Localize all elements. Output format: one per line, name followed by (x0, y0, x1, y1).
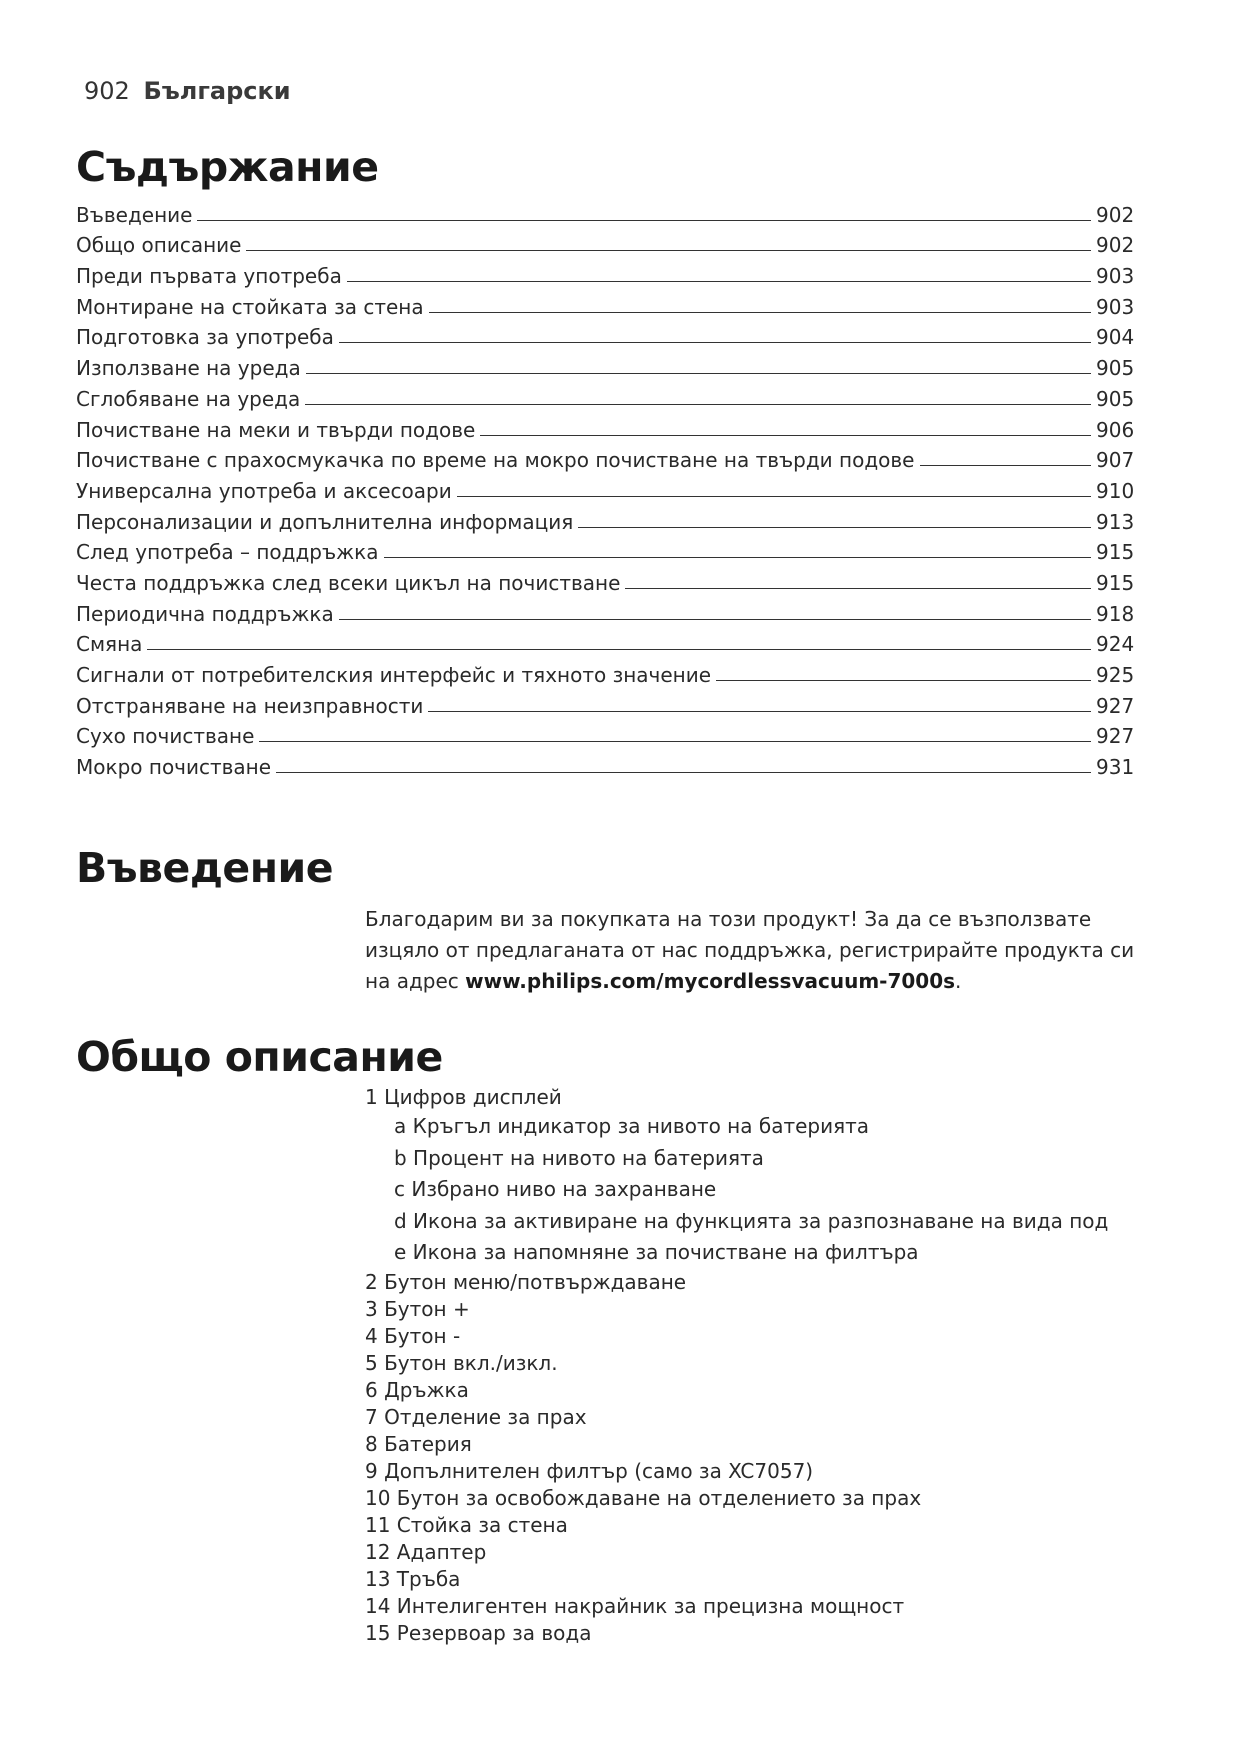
toc-entry-label: Подготовка за употреба (76, 325, 334, 350)
toc-entry-page: 905 (1096, 356, 1135, 381)
toc-entry-page: 927 (1096, 724, 1135, 749)
toc-entry-page: 915 (1096, 540, 1135, 565)
toc-entry[interactable] (76, 196, 1135, 227)
toc-entry[interactable] (76, 748, 1135, 780)
part-item: 3 Бутон + (365, 1296, 470, 1321)
toc-entry-page: 904 (1096, 325, 1135, 350)
toc-leader-line (480, 435, 1091, 436)
part-subitem: d Икона за активиране на функцията за разпознаване на вида под (394, 1208, 1109, 1233)
part-item: 7 Отделение за прах (365, 1404, 587, 1429)
toc-entry-page: 918 (1096, 601, 1135, 626)
introduction-end: . (955, 969, 962, 993)
toc-entry-page: 913 (1096, 509, 1135, 534)
toc-entry-label: Персонализации и допълнителна информация (76, 509, 574, 534)
toc-entry-label: Почистване на меки и твърди подове (76, 417, 476, 442)
part-item: 6 Дръжка (365, 1377, 469, 1402)
toc-entry-page: 907 (1096, 448, 1135, 473)
toc-entry[interactable] (76, 656, 1135, 687)
toc-entry-page: 910 (1096, 478, 1135, 503)
toc-entry[interactable] (76, 380, 1135, 411)
toc-leader-line (716, 680, 1091, 681)
part-subitem: c Избрано ниво на захранване (394, 1177, 717, 1201)
part-subitem: b Процент на нивото на батерията (394, 1145, 764, 1170)
toc-entry[interactable] (76, 411, 1135, 442)
toc-entry-label: Общо описание (76, 233, 242, 258)
toc-entry-label: Преди първата употреба (76, 264, 342, 289)
toc-entry[interactable] (76, 442, 1135, 473)
toc-leader-line (259, 741, 1091, 742)
language-label: Български (143, 77, 291, 105)
toc-leader-line (578, 527, 1091, 528)
toc-entry[interactable] (76, 319, 1135, 350)
toc-entry-page: 925 (1096, 663, 1135, 687)
registration-link[interactable]: www.philips.com/mycordlessvacuum-7000s (465, 969, 956, 993)
toc-entry-page: 915 (1096, 570, 1135, 595)
toc-leader-line (339, 619, 1091, 620)
toc-entry[interactable] (76, 349, 1135, 381)
part-item: 8 Батерия (365, 1431, 472, 1456)
toc-entry-label: Почистване с прахосмукачка по време на мокро почистване на твърди подове (76, 448, 915, 473)
toc-entry-page: 903 (1096, 294, 1135, 319)
table-of-contents (76, 196, 1135, 780)
introduction-body: Благодарим ви за покупката на този продукт! За да се възползвате изцяло от предлаганата от нас поддръжка, регистрирайте продукта си на адрес (365, 907, 1135, 993)
toc-leader-line (428, 711, 1091, 712)
part-item: 12 Адаптер (365, 1539, 487, 1564)
part-item: 11 Стойка за стена (365, 1512, 568, 1537)
toc-entry-page: 927 (1096, 693, 1135, 718)
toc-leader-line (147, 649, 1091, 650)
toc-leader-line (457, 496, 1091, 497)
toc-entry-page: 931 (1096, 755, 1135, 780)
toc-entry-label: Въведение (76, 202, 193, 227)
toc-entry-label: Сглобяване на уреда (76, 386, 301, 411)
part-item: 10 Бутон за освобождаване на отделението за прах (365, 1485, 922, 1510)
toc-entry[interactable] (76, 626, 1135, 657)
part-item: 15 Резервоар за вода (365, 1620, 592, 1645)
toc-entry-label: Честа поддръжка след всеки цикъл на почистване (76, 570, 621, 595)
toc-leader-line (347, 281, 1091, 282)
page-number: 902 (84, 77, 130, 105)
toc-entry-label: Смяна (76, 632, 143, 657)
toc-leader-line (305, 404, 1091, 405)
toc-entry-page: 903 (1096, 264, 1135, 289)
toc-entry-label: Сигнали от потребителския интерфейс и тяхното значение (76, 663, 712, 687)
introduction-title: Въведение (76, 844, 334, 892)
toc-entry-label: Монтиране на стойката за стена (76, 294, 424, 319)
part-subitem: a Кръгъл индикатор за нивото на батерията (394, 1114, 870, 1138)
toc-leader-line (920, 465, 1092, 466)
part-item: 13 Тръба (365, 1566, 461, 1591)
part-subitem: e Икона за напомняне за почистване на филтъра (394, 1240, 919, 1264)
toc-entry[interactable] (76, 472, 1135, 503)
toc-entry-label: Използване на уреда (76, 356, 301, 381)
toc-entry[interactable] (76, 227, 1135, 258)
part-item: 9 Допълнителен филтър (само за XC7057) (365, 1458, 814, 1483)
toc-entry-page: 924 (1096, 632, 1135, 657)
part-item: 1 Цифров дисплей (365, 1085, 562, 1109)
toc-leader-line (384, 557, 1092, 558)
toc-entry[interactable] (76, 718, 1135, 749)
parts-list (365, 1084, 1165, 1647)
toc-entry[interactable] (76, 257, 1135, 289)
toc-entry-label: След употреба – поддръжка (76, 540, 379, 565)
running-header (84, 77, 291, 105)
toc-entry[interactable] (76, 288, 1135, 319)
toc-entry-page: 906 (1096, 417, 1135, 442)
part-item: 14 Интелигентен накрайник за прецизна мощност (365, 1593, 905, 1618)
toc-leader-line (339, 342, 1091, 343)
toc-entry-page: 905 (1096, 386, 1135, 411)
general-description-title: Общо описание (76, 1033, 443, 1081)
toc-entry-page: 902 (1096, 202, 1135, 227)
toc-entry-label: Мокро почистване (76, 755, 272, 780)
toc-leader-line (246, 250, 1091, 251)
part-item: 5 Бутон вкл./изкл. (365, 1350, 558, 1375)
toc-entry-label: Отстраняване на неизправности (76, 693, 424, 718)
part-item: 2 Бутон меню/потвърждаване (365, 1269, 687, 1294)
part-item: 4 Бутон - (365, 1323, 461, 1348)
toc-title: Съдържание (76, 143, 379, 191)
toc-leader-line (429, 312, 1091, 313)
toc-leader-line (625, 588, 1091, 589)
toc-entry[interactable] (76, 534, 1135, 565)
toc-leader-line (197, 220, 1091, 221)
toc-entry-label: Сухо почистване (76, 724, 255, 749)
toc-entry[interactable] (76, 564, 1135, 595)
toc-entry-label: Периодична поддръжка (76, 601, 334, 626)
toc-entry[interactable] (76, 595, 1135, 626)
toc-leader-line (306, 373, 1091, 374)
toc-entry[interactable] (76, 503, 1135, 534)
toc-entry-label: Универсална употреба и аксесоари (76, 478, 452, 503)
toc-leader-line (276, 772, 1091, 773)
toc-entry[interactable] (76, 687, 1135, 718)
introduction-text (365, 904, 1145, 997)
toc-entry-page: 902 (1096, 233, 1135, 258)
